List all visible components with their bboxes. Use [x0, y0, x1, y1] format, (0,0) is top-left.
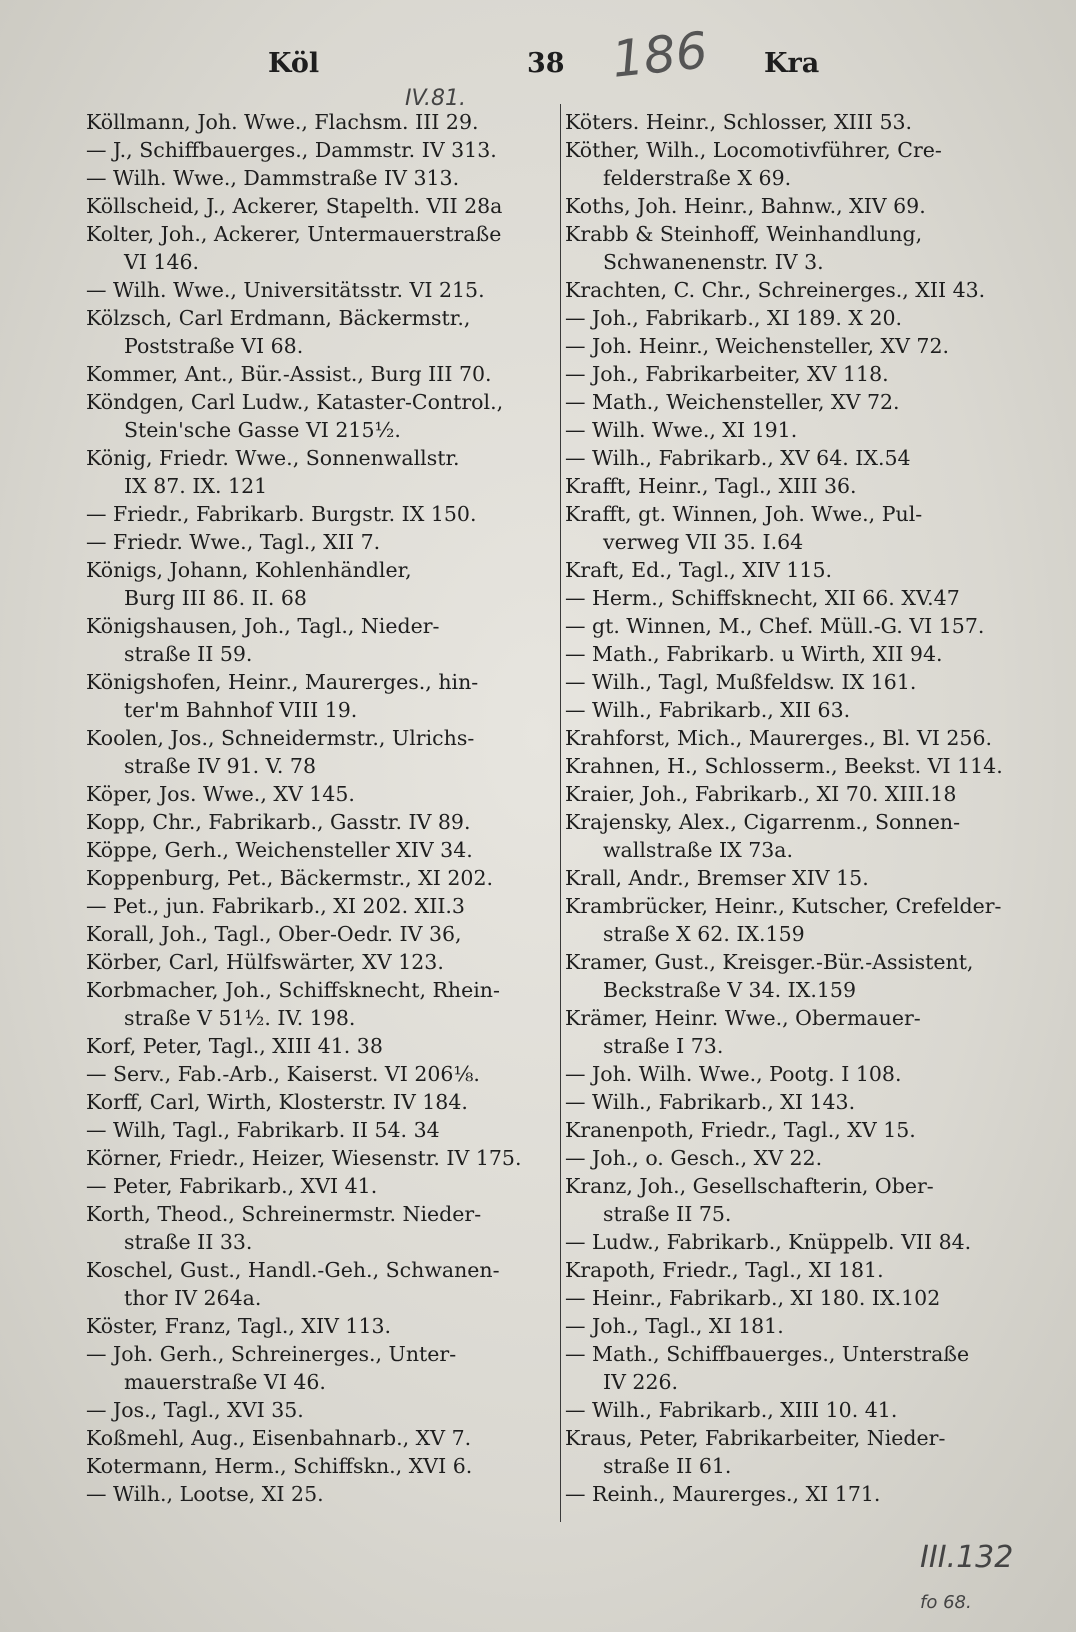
directory-entry-continuation: verweg VII 35. I.64	[603, 530, 804, 554]
directory-entry: Kommer, Ant., Bür.-Assist., Burg III 70.	[86, 362, 492, 386]
directory-entry: Kotermann, Herm., Schiffskn., XVI 6.	[86, 1454, 473, 1478]
directory-entry: — Wilh., Lootse, XI 25.	[86, 1482, 324, 1506]
directory-entry: — J., Schiffbauerges., Dammstr. IV 313.	[86, 138, 497, 162]
directory-entry: — Peter, Fabrikarb., XVI 41.	[86, 1174, 378, 1198]
column-divider	[560, 104, 561, 1522]
directory-entry: Kranz, Joh., Gesellschafterin, Ober-	[565, 1174, 934, 1198]
handwritten-note-bottom: III.132	[920, 1540, 1014, 1575]
directory-entry: — Wilh., Fabrikarb., XV 64. IX.54	[565, 446, 911, 470]
handwritten-note-top: IV.81.	[405, 86, 466, 111]
directory-entry: Kraus, Peter, Fabrikarbeiter, Nieder-	[565, 1426, 946, 1450]
directory-entry: Königs, Johann, Kohlenhändler,	[86, 558, 412, 582]
directory-entry-continuation: straße II 75.	[603, 1202, 732, 1226]
directory-entry: — Jos., Tagl., XVI 35.	[86, 1398, 304, 1422]
directory-entry: — Wilh., Fabrikarb., XI 143.	[565, 1090, 856, 1114]
directory-entry-continuation: ter'm Bahnhof VIII 19.	[124, 698, 358, 722]
directory-entry: König, Friedr. Wwe., Sonnenwallstr.	[86, 446, 460, 470]
directory-entry: — Ludw., Fabrikarb., Knüppelb. VII 84.	[565, 1230, 972, 1254]
directory-entry: Koßmehl, Aug., Eisenbahnarb., XV 7.	[86, 1426, 472, 1450]
page-number: 38	[527, 48, 565, 79]
directory-entry-continuation: mauerstraße VI 46.	[124, 1370, 326, 1394]
directory-entry: Kramer, Gust., Kreisger.-Bür.-Assistent,	[565, 950, 974, 974]
directory-entry: — Joh. Gerh., Schreinerges., Unter-	[86, 1342, 457, 1366]
directory-entry: Krapoth, Friedr., Tagl., XI 181.	[565, 1258, 884, 1282]
directory-entry: — Wilh. Wwe., XI 191.	[565, 418, 798, 442]
directory-entry: Krabb & Steinhoff, Weinhandlung,	[565, 222, 923, 246]
directory-entry-continuation: IX 87. IX. 121	[124, 474, 268, 498]
directory-entry: Köster, Franz, Tagl., XIV 113.	[86, 1314, 392, 1338]
directory-entry: Kopp, Chr., Fabrikarb., Gasstr. IV 89.	[86, 810, 471, 834]
directory-entry-continuation: IV 226.	[603, 1370, 679, 1394]
handwritten-note-footer: fo 68.	[920, 1592, 972, 1613]
directory-entry-continuation: straße II 33.	[124, 1230, 253, 1254]
directory-entry: Krambrücker, Heinr., Kutscher, Crefelder-	[565, 894, 1002, 918]
directory-entry: Köllscheid, J., Ackerer, Stapelth. VII 28a	[86, 194, 503, 218]
directory-entry: — Math., Weichensteller, XV 72.	[565, 390, 900, 414]
directory-entry-continuation: Burg III 86. II. 68	[124, 586, 307, 610]
handwritten-page-number: 186	[609, 21, 711, 89]
directory-entry: — Friedr. Wwe., Tagl., XII 7.	[86, 530, 381, 554]
directory-entry: Korth, Theod., Schreinermstr. Nieder-	[86, 1202, 482, 1226]
directory-entry-continuation: straße IV 91. V. 78	[124, 754, 316, 778]
directory-entry: — Friedr., Fabrikarb. Burgstr. IX 150.	[86, 502, 477, 526]
directory-entry: Köther, Wilh., Locomotivführer, Cre-	[565, 138, 942, 162]
directory-entry: — Serv., Fab.-Arb., Kaiserst. VI 206⅛.	[86, 1062, 480, 1086]
directory-entry: Königshofen, Heinr., Maurerges., hin-	[86, 670, 479, 694]
directory-entry-continuation: felderstraße X 69.	[603, 166, 792, 190]
directory-entry: — Math., Fabrikarb. u Wirth, XII 94.	[565, 642, 943, 666]
directory-entry: Koschel, Gust., Handl.-Geh., Schwanen-	[86, 1258, 500, 1282]
directory-entry: Korall, Joh., Tagl., Ober-Oedr. IV 36,	[86, 922, 462, 946]
directory-entry: — Wilh. Wwe., Dammstraße IV 313.	[86, 166, 460, 190]
directory-entry: Korbmacher, Joh., Schiffsknecht, Rhein-	[86, 978, 500, 1002]
directory-entry: Krahnen, H., Schlosserm., Beekst. VI 114.	[565, 754, 1003, 778]
directory-entry: — Joh., Tagl., XI 181.	[565, 1314, 784, 1338]
directory-entry: Koppenburg, Pet., Bäckermstr., XI 202.	[86, 866, 494, 890]
directory-entry: Köper, Jos. Wwe., XV 145.	[86, 782, 355, 806]
directory-entry: Koolen, Jos., Schneidermstr., Ulrichs-	[86, 726, 475, 750]
directory-entry: — Heinr., Fabrikarb., XI 180. IX.102	[565, 1286, 941, 1310]
directory-entry: — Wilh. Wwe., Universitätsstr. VI 215.	[86, 278, 485, 302]
directory-entry-continuation: Beckstraße V 34. IX.159	[603, 978, 856, 1002]
directory-entry: — Joh., Fabrikarbeiter, XV 118.	[565, 362, 889, 386]
directory-entry: — Reinh., Maurerges., XI 171.	[565, 1482, 881, 1506]
directory-entry: — Joh., Fabrikarb., XI 189. X 20.	[565, 306, 903, 330]
directory-entry: Krajensky, Alex., Cigarrenm., Sonnen-	[565, 810, 961, 834]
right-column	[565, 108, 1009, 1508]
directory-entry-continuation: straße X 62. IX.159	[603, 922, 805, 946]
directory-entry: — Joh. Wilh. Wwe., Pootg. I 108.	[565, 1062, 902, 1086]
directory-entry: Koths, Joh. Heinr., Bahnw., XIV 69.	[565, 194, 926, 218]
directory-entry: — Pet., jun. Fabrikarb., XI 202. XII.3	[86, 894, 465, 918]
header-left-keyword: Köl	[268, 48, 320, 79]
directory-entry-continuation: wallstraße IX 73a.	[603, 838, 794, 862]
directory-entry-continuation: straße I 73.	[603, 1034, 724, 1058]
header-right-keyword: Kra	[764, 48, 820, 79]
directory-entry: — Wilh., Fabrikarb., XII 63.	[565, 698, 851, 722]
directory-entry: — Wilh., Fabrikarb., XIII 10. 41.	[565, 1398, 898, 1422]
directory-entry: — gt. Winnen, M., Chef. Müll.-G. VI 157.	[565, 614, 985, 638]
directory-entry: Köters. Heinr., Schlosser, XIII 53.	[565, 110, 913, 134]
page-header	[0, 21, 1076, 90]
directory-entry-continuation: Stein'sche Gasse VI 215½.	[124, 418, 401, 442]
directory-entry: Krafft, gt. Winnen, Joh. Wwe., Pul-	[565, 502, 923, 526]
directory-entry: Krachten, C. Chr., Schreinerges., XII 43.	[565, 278, 986, 302]
directory-entry: Körner, Friedr., Heizer, Wiesenstr. IV 175.	[86, 1146, 522, 1170]
directory-entry-continuation: straße II 61.	[603, 1454, 732, 1478]
directory-entry: Kraier, Joh., Fabrikarb., XI 70. XIII.18	[565, 782, 957, 806]
directory-entry-continuation: VI 146.	[124, 250, 200, 274]
directory-entry-continuation: straße V 51½. IV. 198.	[124, 1006, 356, 1030]
directory-entry: — Joh., o. Gesch., XV 22.	[565, 1146, 823, 1170]
directory-entry: Kölzsch, Carl Erdmann, Bäckermstr.,	[86, 306, 471, 330]
directory-entry: — Wilh., Tagl, Mußfeldsw. IX 161.	[565, 670, 917, 694]
directory-entry: Kranenpoth, Friedr., Tagl., XV 15.	[565, 1118, 916, 1142]
directory-entry: Korf, Peter, Tagl., XIII 41. 38	[86, 1034, 383, 1058]
directory-entry: Korff, Carl, Wirth, Klosterstr. IV 184.	[86, 1090, 468, 1114]
directory-entry-continuation: thor IV 264a.	[124, 1286, 262, 1310]
directory-entry: Krall, Andr., Bremser XIV 15.	[565, 866, 869, 890]
left-column	[86, 108, 558, 1508]
directory-entry: Königshausen, Joh., Tagl., Nieder-	[86, 614, 440, 638]
directory-entry: — Wilh, Tagl., Fabrikarb. II 54. 34	[86, 1118, 440, 1142]
directory-entry: Köllmann, Joh. Wwe., Flachsm. III 29.	[86, 110, 479, 134]
directory-entry: Kolter, Joh., Ackerer, Untermauerstraße	[86, 222, 502, 246]
directory-entry: — Joh. Heinr., Weichensteller, XV 72.	[565, 334, 950, 358]
directory-entry: — Herm., Schiffsknecht, XII 66. XV.47	[565, 586, 960, 610]
directory-entry: Köppe, Gerh., Weichensteller XIV 34.	[86, 838, 473, 862]
directory-entry: Krahforst, Mich., Maurerges., Bl. VI 256.	[565, 726, 993, 750]
directory-entry-continuation: straße II 59.	[124, 642, 253, 666]
directory-entry-continuation: Poststraße VI 68.	[124, 334, 304, 358]
directory-entry: Kraft, Ed., Tagl., XIV 115.	[565, 558, 833, 582]
directory-entry: — Math., Schiffbauerges., Unterstraße	[565, 1342, 970, 1366]
directory-entry-continuation: Schwanenenstr. IV 3.	[603, 250, 824, 274]
directory-entry: Köndgen, Carl Ludw., Kataster-Control.,	[86, 390, 504, 414]
directory-entry: Krafft, Heinr., Tagl., XIII 36.	[565, 474, 857, 498]
directory-entry: Krämer, Heinr. Wwe., Obermauer-	[565, 1006, 921, 1030]
directory-entry: Körber, Carl, Hülfswärter, XV 123.	[86, 950, 444, 974]
